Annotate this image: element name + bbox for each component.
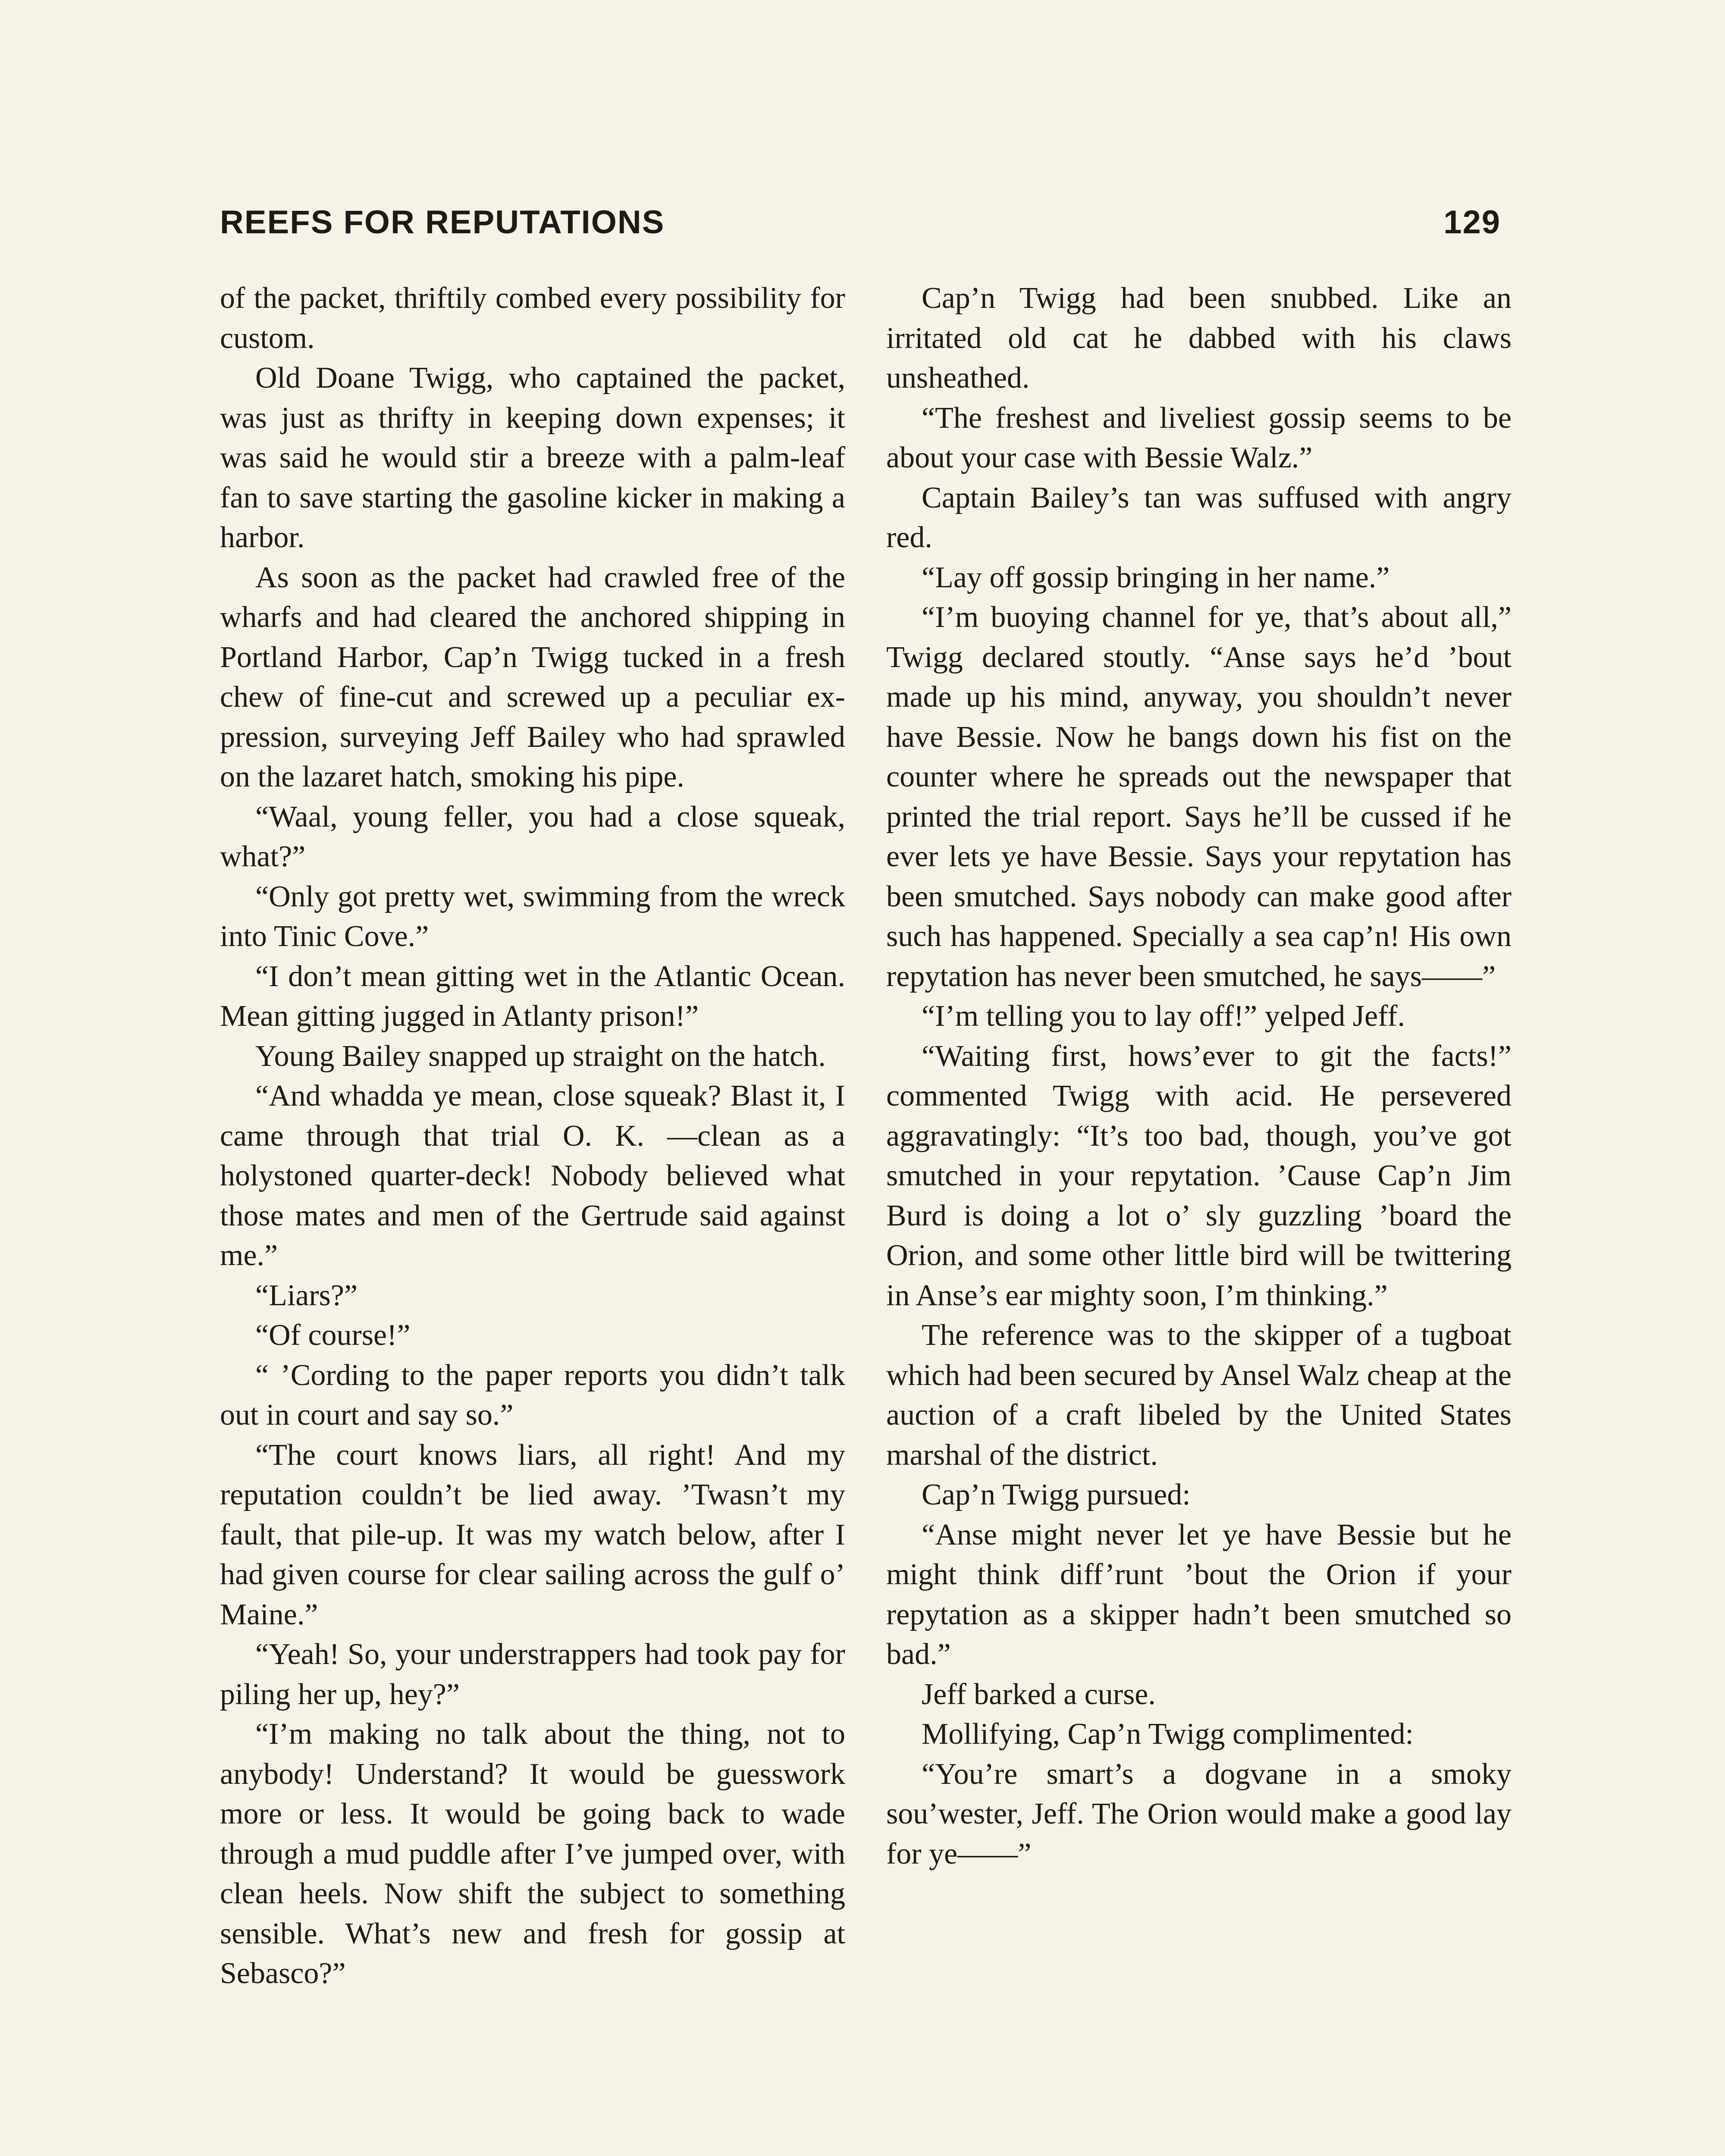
paragraph: “I’m making no talk about the thing, not to anybody! Understand? It would be guesswork more or less. It would be going back to wade through a mud puddle after I’ve jumped over, with clean heels. Now shift the subject to something sensible. What’s new and fresh for gossip at Sebasco?” bbox=[220, 1717, 845, 1990]
paragraph: Jeff barked a curse. bbox=[922, 1677, 1156, 1711]
paragraph: As soon as the packet had crawled free of the wharfs and had cleared the anchored shipping in Portland Harbor, Cap’n Twigg tucked in a fresh chew of fine-cut and screwed up a peculiar expression, surveying Jeff Bailey who had sprawled on the lazaret hatch, smoking his pipe. bbox=[220, 561, 845, 793]
paragraph: Mollifying, Cap’n Twigg complimented: bbox=[922, 1717, 1414, 1751]
paragraph: “I don’t mean gitting wet in the Atlantic Ocean. Mean gitting jugged in Atlanty prison!” bbox=[220, 959, 845, 1033]
paragraph: The reference was to the skipper of a tugboat which had been secured by Ansel Walz cheap at the auction of a craft libeled by the United States marshal of the district. bbox=[886, 1319, 1512, 1472]
paragraph: “Only got pretty wet, swimming from the wreck into Tinic Cove.” bbox=[220, 880, 845, 953]
paragraph: “You’re smart’s a dogvane in a smoky sou’wester, Jeff. The Orion would make a good lay for ye——” bbox=[886, 1757, 1512, 1871]
paragraph: “Yeah! So, your understrappers had took pay for piling her up, hey?” bbox=[220, 1638, 845, 1711]
paragraph: Cap’n Twigg pursued: bbox=[922, 1478, 1191, 1511]
paragraph: “ ’Cording to the paper reports you didn’t talk out in court and say so.” bbox=[220, 1358, 845, 1432]
left-column bbox=[220, 279, 845, 1994]
paragraph: “Anse might never let ye have Bessie but he might think diff’runt ’bout the Orion if your repytation as a skipper hadn’t been smutched so bad.” bbox=[886, 1518, 1512, 1671]
paragraph: “Of course!” bbox=[255, 1319, 411, 1352]
paragraph: “I’m buoying channel for ye, that’s about all,” Twigg declared stoutly. “Anse says he’d ’bout made up his mind, anyway, you shouldn’t never have Bessie. Now he bangs down his fist on the counter where he spreads out the newspaper that printed the trial report. Says he’ll be cussed if he ever lets ye have Bessie. Says your repytation has been smutched. Says nobody can make good after such has happened. Specially a sea cap’n! His own repytation has never been smutched, he says——” bbox=[886, 601, 1512, 993]
right-column bbox=[886, 279, 1512, 1874]
paragraph: “And whadda ye mean, close squeak? Blast it, I came through that trial O. K. —clean as a holystoned quarter-deck! Nobody believed what those mates and men of the Gertrude said against me.” bbox=[220, 1079, 845, 1272]
paragraph: Old Doane Twigg, who captained the packet, was just as thrifty in keeping down expenses; it was said he would stir a breeze with a palm-leaf fan to save starting the gasoline kicker in making a harbor. bbox=[220, 361, 845, 554]
paragraph: Cap’n Twigg had been snubbed. Like an irritated old cat he dabbed with his claws unsheathed. bbox=[886, 282, 1512, 395]
paragraph: “I’m telling you to lay off!” yelped Jeff. bbox=[922, 1000, 1405, 1033]
paragraph: “Liars?” bbox=[255, 1279, 358, 1312]
paragraph: Young Bailey snapped up straight on the hatch. bbox=[255, 1039, 826, 1073]
paragraph: “The freshest and liveliest gossip seems to be about your case with Bessie Walz.” bbox=[886, 401, 1512, 474]
paragraph: “Lay off gossip bringing in her name.” bbox=[922, 561, 1390, 594]
story-title: REEFS FOR REPUTATIONS bbox=[220, 204, 665, 241]
page-number: 129 bbox=[1443, 204, 1501, 241]
paragraph: Captain Bailey’s tan was suffused with angry red. bbox=[886, 481, 1512, 554]
paragraph: “Waiting first, hows’ever to git the facts!” commented Twigg with acid. He persevered aggravatingly: “It’s too bad, though, you’ve got smutched in your repytation. ’Cause Cap’n Jim Burd is doing a lot o’ sly guzzling ’board the Orion, and some other little bird will be twittering in Anse’s ear mighty soon, I’m thinking.” bbox=[886, 1039, 1512, 1312]
paragraph: “The court knows liars, all right! And my reputation couldn’t be lied away. ’Twasn’t my fault, that pile-up. It was my watch below, after I had given course for clear sailing across the gulf o’ Maine.” bbox=[220, 1438, 845, 1631]
paragraph: of the packet, thriftily combed every possibility for custom. bbox=[220, 282, 845, 355]
paragraph: “Waal, young feller, you had a close squeak, what?” bbox=[220, 800, 845, 873]
